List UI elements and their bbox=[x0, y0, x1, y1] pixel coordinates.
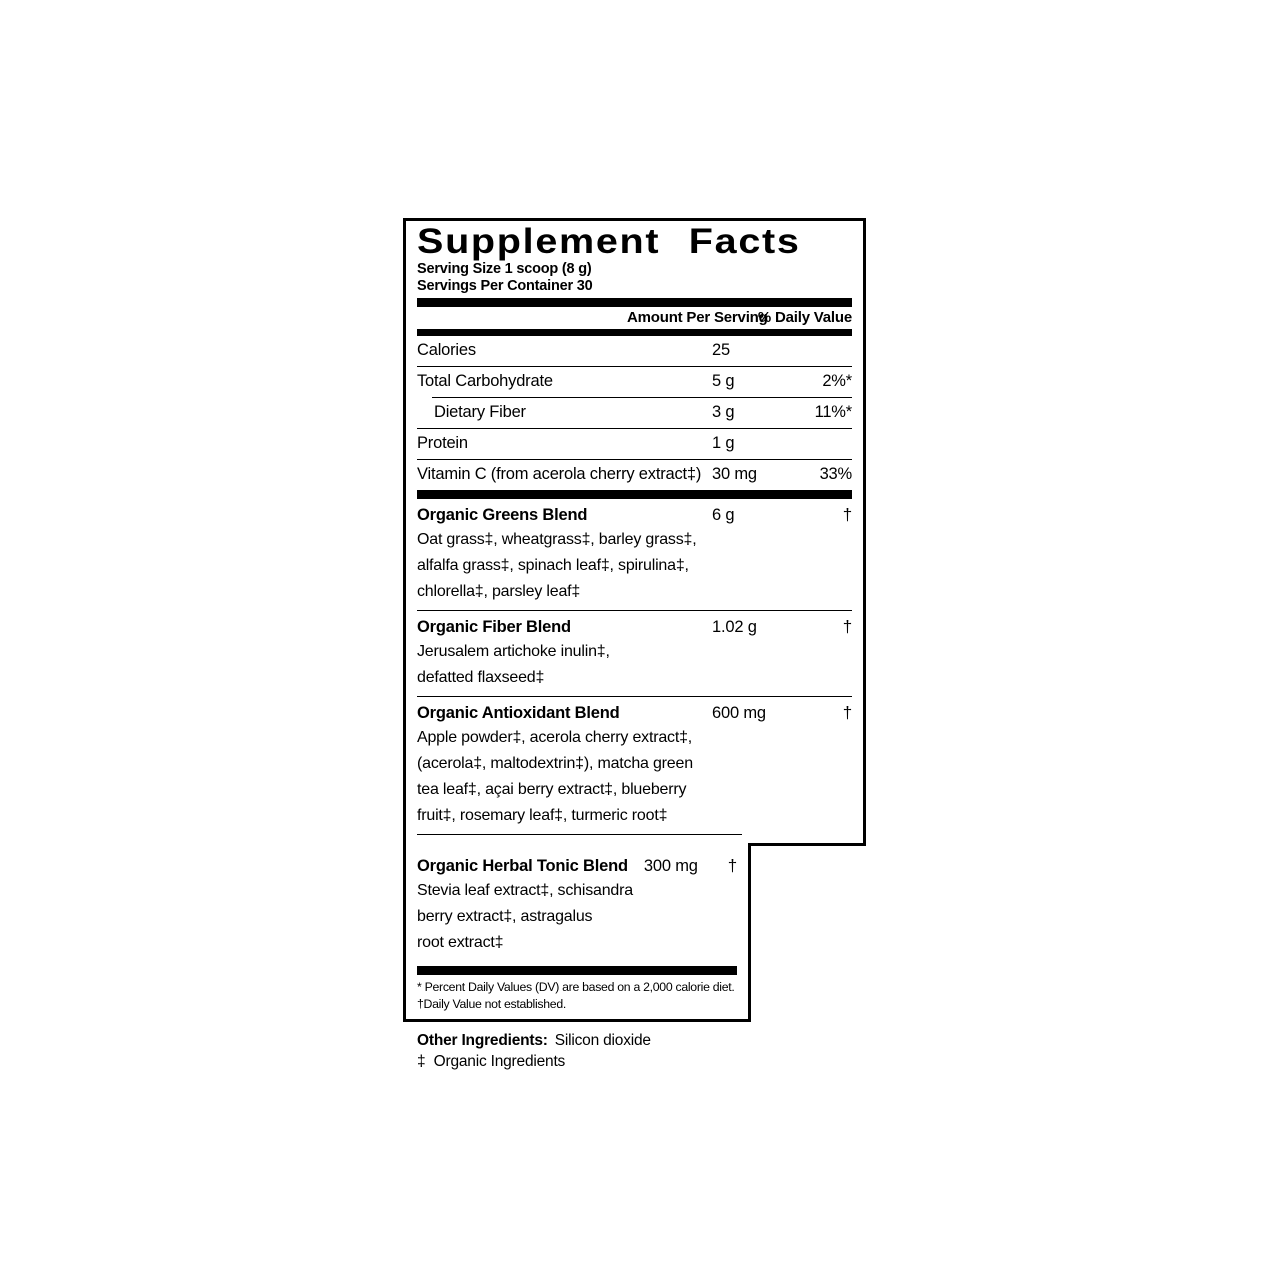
blend-name: Organic Herbal Tonic Blend bbox=[417, 857, 628, 875]
blend-ingredients-line: fruit‡, rosemary leaf‡, turmeric root‡ bbox=[417, 807, 668, 824]
nutrient-name: Total Carbohydrate bbox=[417, 372, 553, 390]
nutrient-amount: 30 mg bbox=[712, 465, 757, 483]
nutrient-amount: 5 g bbox=[712, 372, 735, 390]
blend-name: Organic Fiber Blend bbox=[417, 618, 571, 636]
blend-ingredients-line: alfalfa grass‡, spinach leaf‡, spirulina‡, bbox=[417, 557, 689, 574]
blend-amount: 600 mg bbox=[712, 704, 766, 722]
nutrient-amount: 1 g bbox=[712, 434, 735, 452]
thick-divider bbox=[417, 298, 852, 307]
blend-ingredients-line: Apple powder‡, acerola cherry extract‡, bbox=[417, 729, 693, 746]
blend-header bbox=[417, 615, 852, 639]
blend-header bbox=[417, 701, 852, 725]
serving-size-text: Serving Size 1 scoop (8 g) bbox=[417, 261, 592, 277]
column-header-amount-per-serving: Amount Per Serving bbox=[627, 309, 768, 326]
blend-amount: 6 g bbox=[712, 506, 735, 524]
blend-header bbox=[417, 850, 737, 878]
nutrient-daily-value: 2%* bbox=[822, 372, 852, 390]
blend-organic-herbal-tonic bbox=[417, 846, 737, 961]
other-ingredients-block bbox=[417, 1030, 866, 1072]
blend-organic-greens bbox=[417, 499, 852, 610]
thick-divider bbox=[417, 966, 737, 975]
nutrient-name: Protein bbox=[417, 434, 468, 452]
blend-ingredients-line: root extract‡ bbox=[417, 934, 504, 951]
footnote-percent-daily-values: * Percent Daily Values (DV) are based on a 2,000 calorie diet. bbox=[417, 980, 735, 994]
blend-dagger: † bbox=[842, 703, 852, 722]
blend-ingredients-line: Oat grass‡, wheatgrass‡, barley grass‡, bbox=[417, 531, 697, 548]
blend-amount: 300 mg bbox=[643, 857, 698, 875]
blend-ingredients-line: Stevia leaf extract‡, schisandra bbox=[417, 882, 633, 899]
other-ingredients-label: Other Ingredients: bbox=[417, 1032, 548, 1049]
nutrient-row-calories bbox=[417, 336, 852, 366]
nutrient-amount: 25 bbox=[712, 341, 730, 359]
nutrient-row-total-carbohydrate bbox=[417, 367, 852, 397]
nutrient-daily-value: 11%* bbox=[814, 403, 852, 421]
thick-divider bbox=[417, 490, 852, 499]
blend-amount: 1.02 g bbox=[712, 618, 757, 636]
nutrient-row-dietary-fiber bbox=[417, 398, 852, 428]
blend-organic-antioxidant bbox=[417, 697, 852, 834]
thick-divider bbox=[417, 329, 852, 336]
blend-ingredients-line: (acerola‡, maltodextrin‡), matcha green bbox=[417, 755, 693, 772]
blend-name: Organic Greens Blend bbox=[417, 506, 588, 524]
organic-ingredients-note: ‡ Organic Ingredients bbox=[417, 1053, 566, 1070]
blend-name: Organic Antioxidant Blend bbox=[417, 704, 620, 722]
nutrient-name: Dietary Fiber bbox=[434, 403, 526, 421]
blend-organic-fiber bbox=[417, 611, 852, 696]
blend-header bbox=[417, 503, 852, 527]
blend-ingredients-line: chlorella‡, parsley leaf‡ bbox=[417, 583, 581, 600]
blend-dagger: † bbox=[842, 617, 852, 636]
other-ingredients-line bbox=[417, 1030, 866, 1051]
nutrient-daily-value: 33% bbox=[819, 465, 852, 483]
nutrient-amount: 3 g bbox=[712, 403, 735, 421]
supplement-facts-panel bbox=[403, 218, 866, 1072]
hairline-divider-short bbox=[417, 834, 742, 835]
blend-ingredients-line: defatted flaxseed‡ bbox=[417, 669, 545, 686]
blend-dagger: † bbox=[727, 856, 737, 875]
servings-per-container-text: Servings Per Container 30 bbox=[417, 278, 593, 294]
blend-ingredients-line: tea leaf‡, açai berry extract‡, blueberry bbox=[417, 781, 687, 798]
panel-upper-section bbox=[403, 218, 866, 846]
nutrient-name: Vitamin C (from acerola cherry extract‡) bbox=[417, 465, 702, 483]
column-header-row bbox=[417, 307, 852, 329]
panel-title: Supplement Facts bbox=[417, 222, 801, 261]
other-ingredients-value: Silicon dioxide bbox=[554, 1032, 651, 1049]
blend-ingredients-line: Jerusalem artichoke inulin‡, bbox=[417, 643, 610, 660]
column-header-daily-value: % Daily Value bbox=[757, 309, 852, 326]
panel-step-border bbox=[748, 843, 866, 846]
blend-dagger: † bbox=[842, 505, 852, 524]
footnote-daily-value-not-established: †Daily Value not established. bbox=[417, 997, 566, 1011]
nutrient-row-vitamin-c bbox=[417, 460, 852, 490]
panel-lower-section bbox=[403, 846, 751, 1022]
nutrient-name: Calories bbox=[417, 341, 476, 359]
nutrient-row-protein bbox=[417, 429, 852, 459]
blend-ingredients-line: berry extract‡, astragalus bbox=[417, 908, 593, 925]
